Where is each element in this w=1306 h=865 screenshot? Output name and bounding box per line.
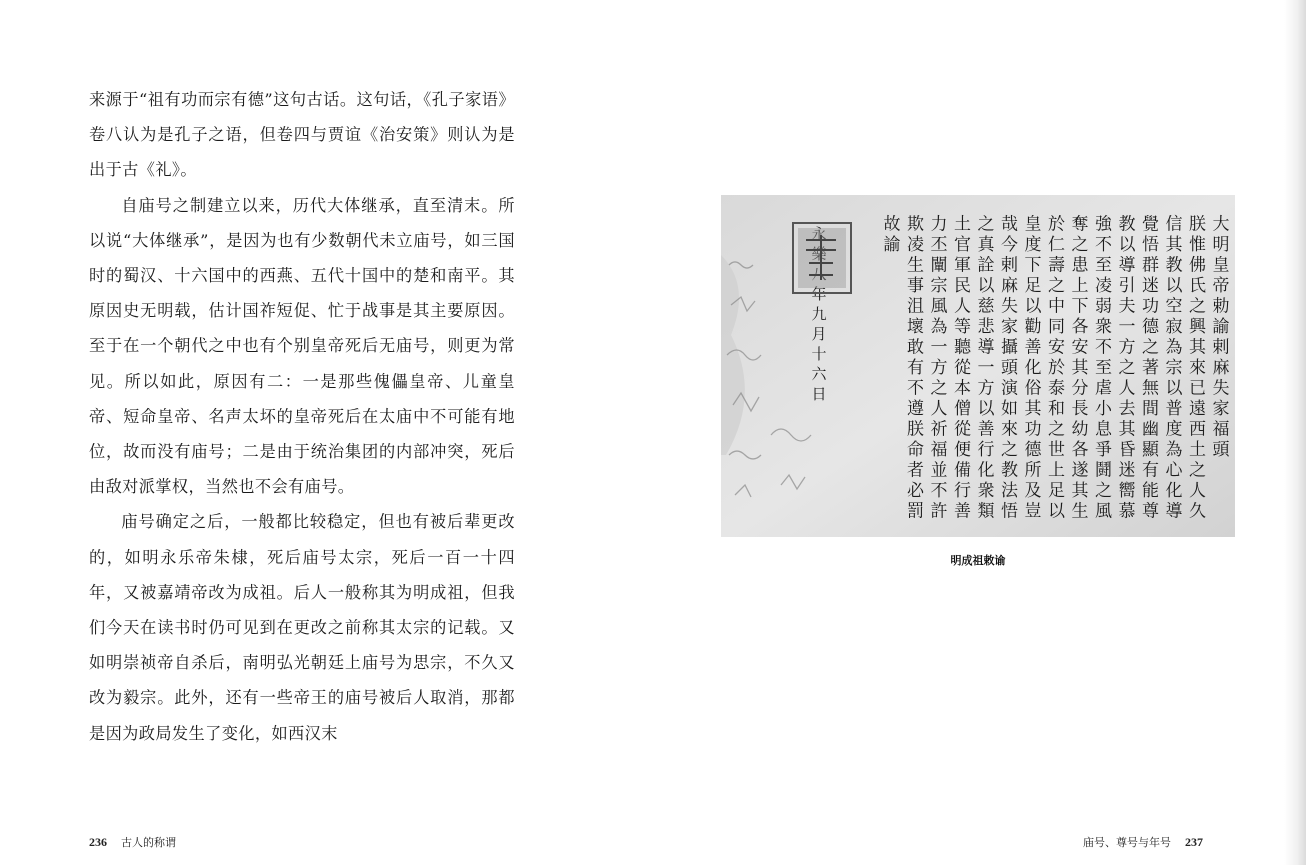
paragraph-3: 庙号确定之后，一般都比较稳定，但也有被后辈更改的，如明永乐帝朱棣，死后庙号太宗，死后一百一十四年，又被嘉靖帝改为成祖。后人一般称其为明成祖，但我们今天在读书时仍可见到在更改之前称其太宗的记载。又如明崇祯帝自杀后，南明弘光朝廷上庙号为思宗，不久又改为毅宗。此外，还有一些帝王的庙号被后人取消，那都是因为政局发生了变化，如西汉末	[89, 512, 515, 743]
edict-column-4: 覺悟群迷功德之著無間幽顯有能尊	[1142, 214, 1159, 522]
edict-date-column: 永樂八年九月十六日	[811, 225, 827, 403]
edict-column-12: 土官軍民人等聽從本僧從便備行善	[954, 214, 971, 522]
page-number-left: 236	[89, 835, 107, 849]
edict-column-9: 皇度下足以勸善化俗其功德所及豈	[1024, 214, 1042, 522]
right-footer	[1083, 834, 1203, 850]
page-edge-shadow	[1284, 0, 1306, 865]
imperial-seal	[793, 223, 851, 293]
running-head-left: 古人的称谓	[121, 837, 176, 849]
edict-column-1: 大明皇帝勅諭剌麻失家福頭	[1212, 214, 1230, 460]
edict-column-8: 於仁壽之中同安於泰和之世上足以	[1048, 214, 1065, 522]
paragraph-1: 来源于“祖有功而宗有德”这句古话。这句话，《孔子家语》卷八认为是孔子之语，但卷四与贾谊《治安策》则认为是出于古《礼》。	[89, 90, 515, 180]
figure-caption: 明成祖敕谕	[950, 555, 1006, 567]
edict-image	[721, 195, 1235, 537]
edict-scan	[721, 195, 1235, 537]
running-head-right: 庙号、尊号与年号	[1083, 837, 1171, 849]
edict-column-2: 朕惟佛氏之興其來已遠西土之人久	[1189, 214, 1206, 522]
edict-column-13: 力丕闡宗風為一方之人祈福並不許	[930, 214, 948, 522]
edict-column-14: 欺凌生事沮壞敢有不遵朕命者必罰	[907, 214, 924, 522]
edict-column-10: 哉今剌麻失家攝頭演如來之教法悟	[1001, 214, 1018, 522]
edict-column-15: 故諭	[883, 214, 901, 255]
edict-column-6: 強不至凌弱衆不至虐小息爭鬪之風	[1095, 214, 1112, 522]
edict-column-3: 信其教以空寂為宗以普度為心化導	[1165, 214, 1183, 522]
paragraph-2: 自庙号之制建立以来，历代大体继承，直至清末。所以说“大体继承”，是因为也有少数朝代未立庙号，如三国时的蜀汉、十六国中的西燕、五代十国中的楚和南平。其原因史无明载，估计国祚短促、忙于战事是其主要原因。至于在一个朝代之中也有个别皇帝死后无庙号，则更为常见。所以如此，原因有二：一是那些傀儡皇帝、儿童皇帝、短命皇帝、名声太坏的皇帝死后在太庙中不可能有地位，故而没有庙号；二是由于统治集团的内部冲突，死后由敌对派掌权，当然也不会有庙号。	[89, 195, 515, 497]
edict-column-11: 之真詮以慈悲導一方以善行化衆類	[977, 214, 995, 522]
left-footer	[89, 834, 176, 850]
edict-column-5: 教以導引夫一方之人去其昏迷嚮慕	[1118, 214, 1136, 522]
edict-column-7: 奪之患上下各安其分長幼各遂其生	[1071, 214, 1089, 522]
body-text	[89, 82, 515, 751]
page-number-right: 237	[1185, 835, 1203, 849]
